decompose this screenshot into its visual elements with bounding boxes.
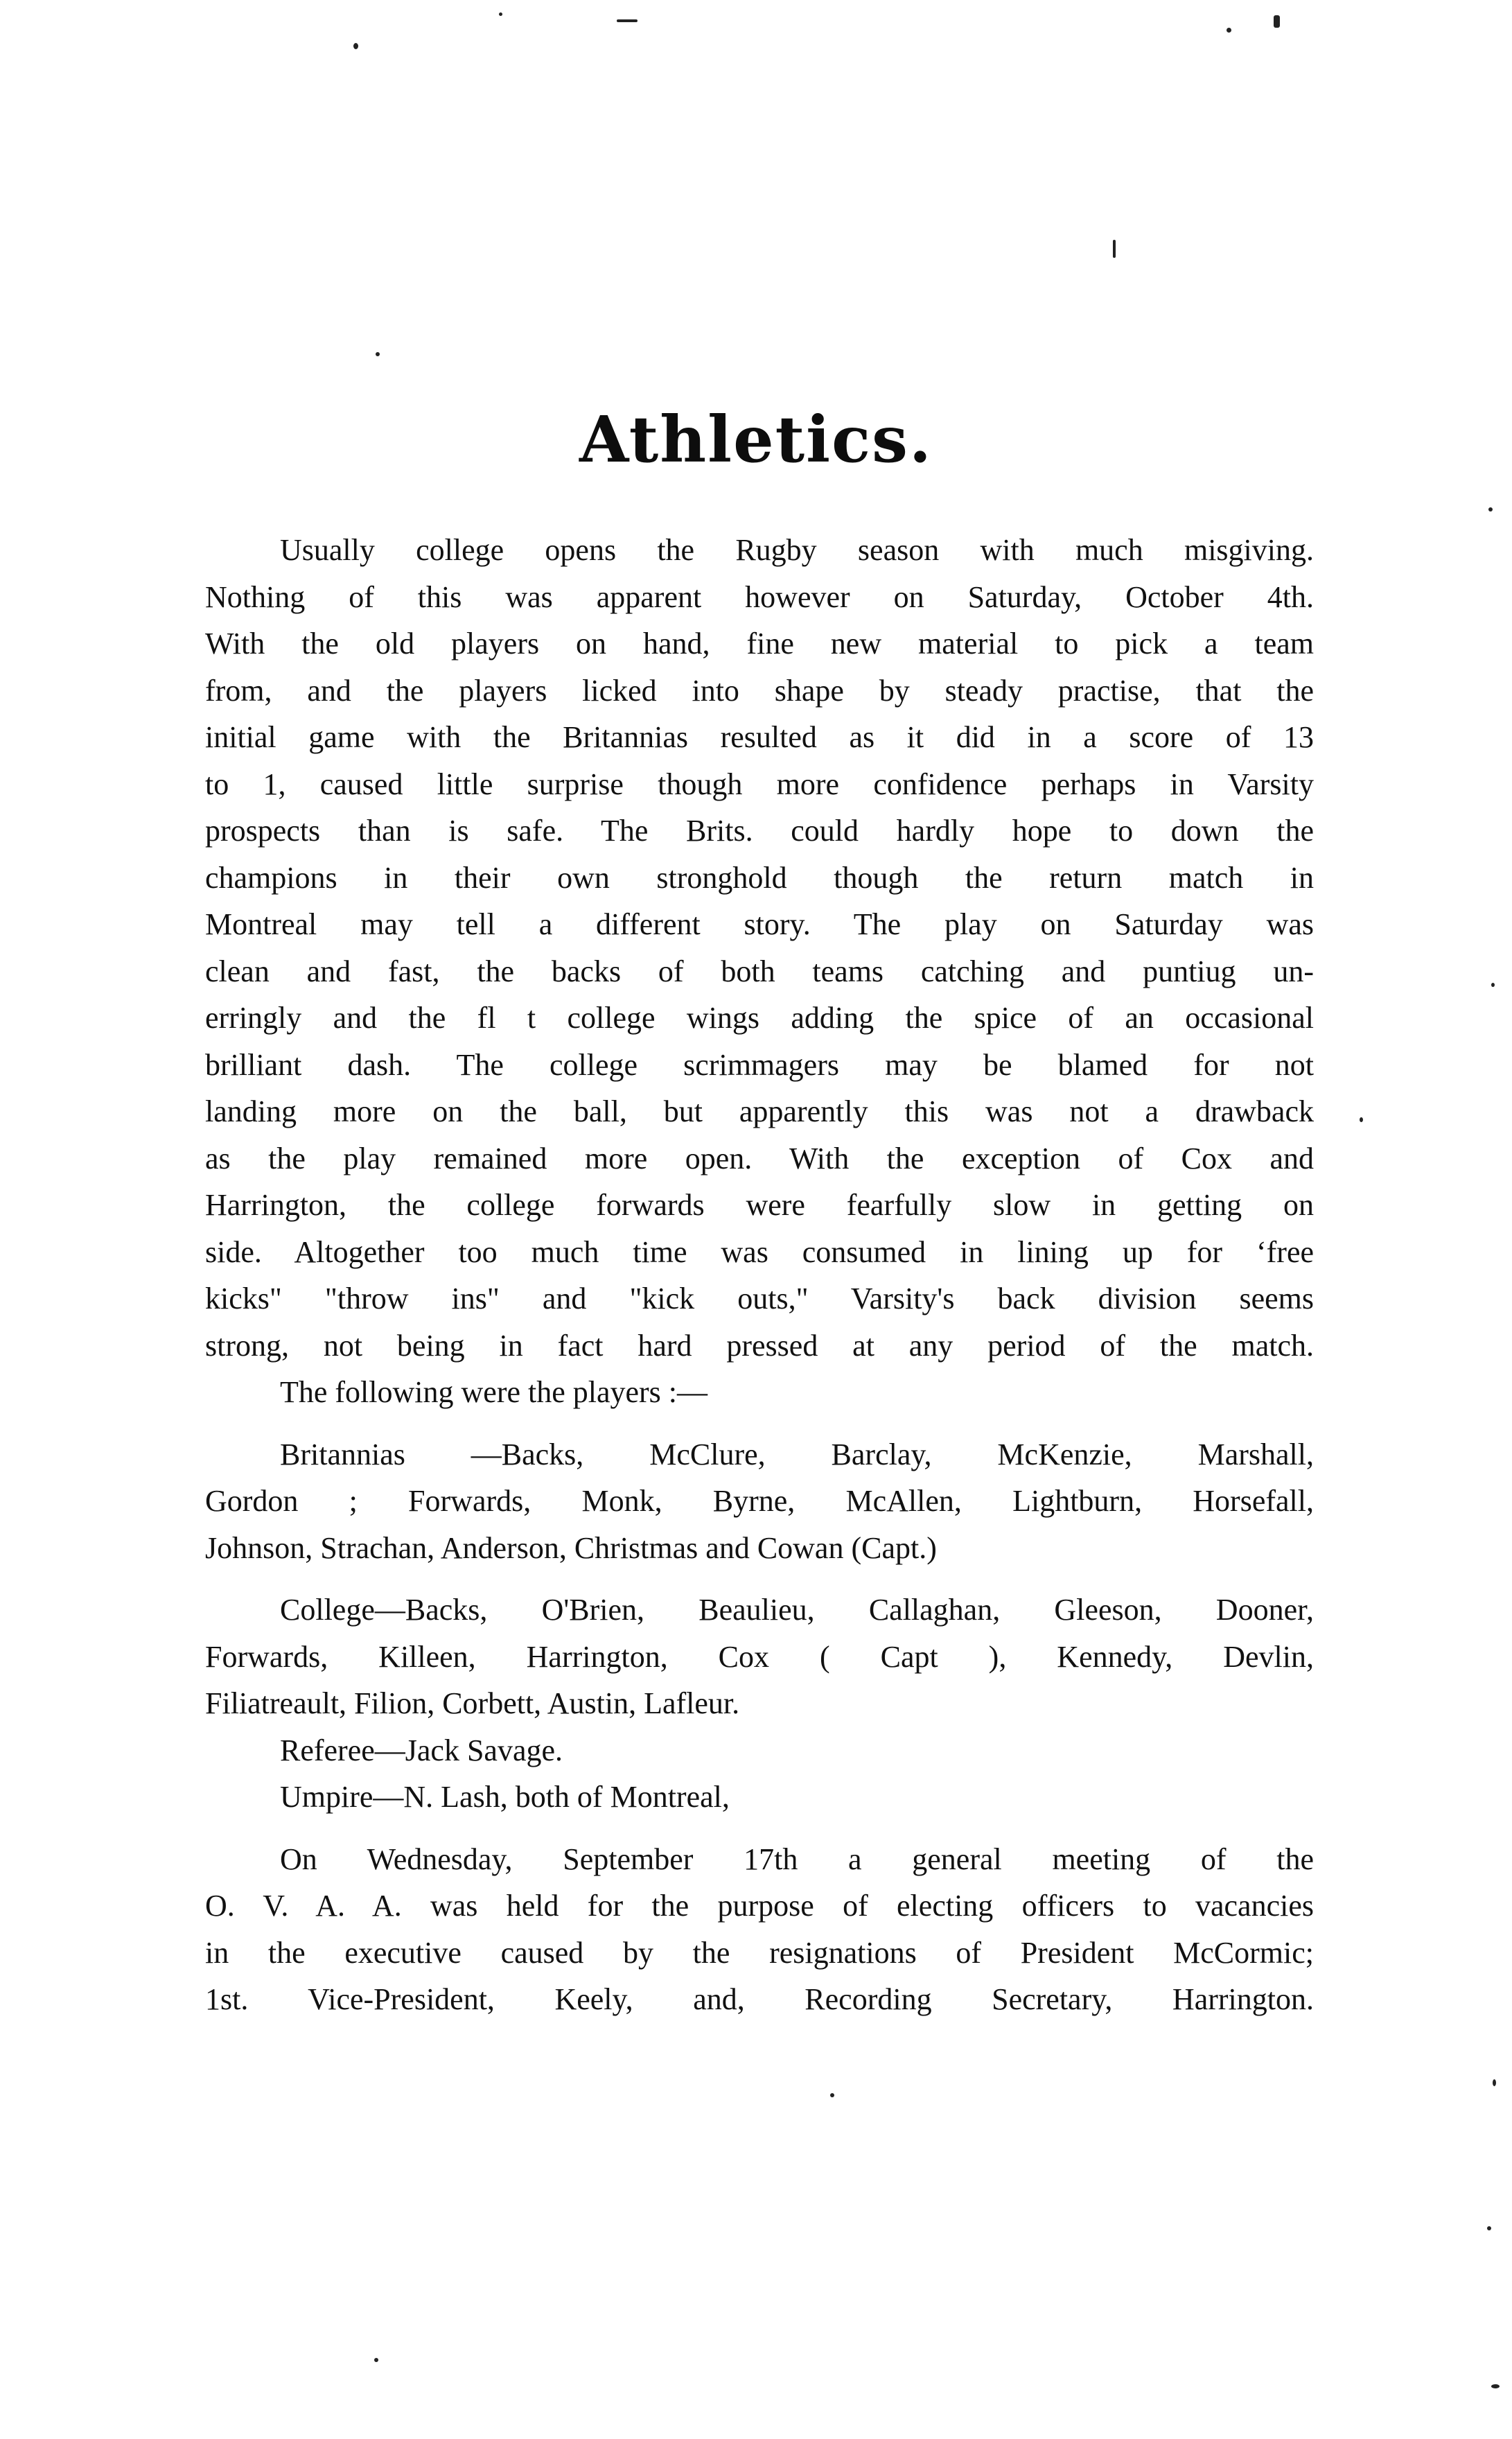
- text-line: prospects than is safe. The Brits. could hardly hope to down the: [205, 814, 1314, 848]
- text-line: initial game with the Britannias resulted as it did in a score of 13: [205, 720, 1314, 754]
- text-line: champions in their own stronghold though the return match in: [205, 860, 1314, 895]
- scan-speck: [1360, 1117, 1363, 1122]
- scan-speck: [830, 2093, 834, 2097]
- scan-speck: [1491, 2384, 1500, 2388]
- text-line: clean and fast, the backs of both teams catching and puntiug un-: [205, 954, 1314, 988]
- text-line: College—Backs, O'Brien, Beaulieu, Callaghan, Gleeson, Dooner,: [280, 1593, 1314, 1627]
- text-line: kicks" "throw ins" and "kick outs," Varsity's back division seems: [205, 1282, 1314, 1315]
- text-line: to 1, caused little surprise though more confidence perhaps in Varsity: [205, 767, 1314, 801]
- scan-speck: [376, 352, 380, 356]
- text-line: Harrington, the college forwards were fearfully slow in getting on: [205, 1188, 1314, 1222]
- text-line: side. Altogether too much time was consumed in lining up for ‘free: [205, 1234, 1314, 1269]
- scan-speck: [1493, 2079, 1496, 2086]
- text-line: Johnson, Strachan, Anderson, Christmas and Cowan (Capt.): [205, 1530, 937, 1565]
- text-line: brilliant dash. The college scrimmagers may be blamed for not: [205, 1047, 1314, 1082]
- text-line: O. V. A. A. was held for the purpose of electing officers to vacancies: [205, 1889, 1314, 1923]
- text-line: strong, not being in fact hard pressed at any period of the match.: [205, 1328, 1314, 1363]
- players-intro: The following were the players :—: [280, 1375, 708, 1409]
- text-line: 1st. Vice-President, Keely, and, Recording Secretary, Harrington.: [205, 1982, 1314, 2016]
- paragraph-ovaa-meeting: [205, 1836, 1314, 2023]
- umpire-line: Umpire—N. Lash, both of Montreal,: [280, 1780, 730, 1814]
- paragraph-britannias-lineup: [205, 1431, 1314, 1572]
- text-line: Britannias —Backs, McClure, Barclay, McKenzie, Marshall,: [280, 1437, 1314, 1471]
- scan-speck: [1488, 507, 1493, 512]
- text-line: Forwards, Killeen, Harrington, Cox ( Capt ), Kennedy, Devlin,: [205, 1639, 1314, 1674]
- paragraph-college-lineup: [205, 1586, 1314, 1727]
- text-line: With the old players on hand, fine new material to pick a team: [205, 627, 1314, 661]
- scan-speck: [374, 2358, 378, 2362]
- text-line: landing more on the ball, but apparently this was not a drawback: [205, 1094, 1314, 1128]
- scan-speck: [353, 43, 358, 49]
- text-line: Gordon ; Forwards, Monk, Byrne, McAllen, Lightburn, Horsefall,: [205, 1484, 1314, 1518]
- scan-speck: [1113, 240, 1116, 258]
- text-line: from, and the players licked into shape by steady practise, that the: [205, 673, 1314, 708]
- scan-speck: [1227, 28, 1231, 33]
- text-line: Nothing of this was apparent however on Saturday, October 4th.: [205, 579, 1314, 614]
- scan-speck: [1487, 2226, 1491, 2230]
- text-line: as the play remained more open. With the exception of Cox and: [205, 1141, 1314, 1175]
- text-line: Montreal may tell a different story. The play on Saturday was: [205, 907, 1314, 941]
- text-line: erringly and the fl t college wings adding the spice of an occasional: [205, 1001, 1314, 1035]
- text-line: Usually college opens the Rugby season with much misgiving.: [280, 533, 1314, 567]
- scan-speck: [1274, 15, 1280, 28]
- scan-speck: [499, 12, 502, 16]
- text-line: Filiatreault, Filion, Corbett, Austin, Lafleur.: [205, 1686, 740, 1720]
- scan-speck: [1491, 983, 1495, 987]
- text-line: in the executive caused by the resignations of President McCormic;: [205, 1935, 1314, 1970]
- scan-speck: [617, 19, 638, 22]
- referee-line: Referee—Jack Savage.: [280, 1733, 563, 1767]
- page-title: Athletics.: [579, 402, 933, 477]
- article-body: [205, 527, 1314, 2023]
- text-line: On Wednesday, September 17th a general meeting of the: [280, 1842, 1314, 1876]
- paragraph-rugby-report: [205, 527, 1314, 1369]
